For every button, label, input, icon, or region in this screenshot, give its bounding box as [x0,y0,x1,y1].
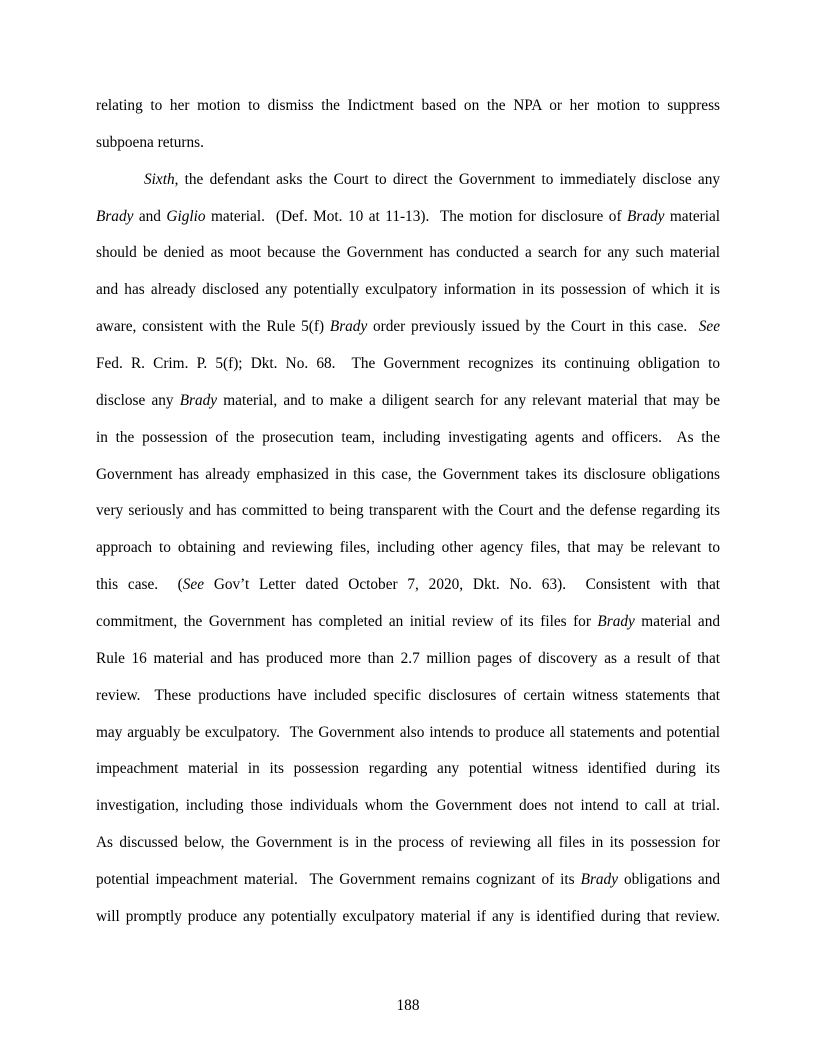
text-line [96,870,720,890]
text-line [96,465,720,485]
text-line [96,133,720,153]
text-line [96,759,720,779]
text-line [96,538,720,558]
italic-text: Brady [329,318,368,336]
text-run: this case. ( [96,576,183,593]
text-line [96,354,720,374]
text-line [96,612,720,632]
text-line [96,280,720,300]
text-line [96,317,720,337]
text-run: material [664,207,720,225]
text-line [96,723,720,743]
italic-text: See [182,576,205,593]
text-run: should be denied as moot because the Government has conducted a search for any such material [96,244,720,262]
text-run: Gov’t Letter dated October 7, 2020, Dkt. No. 63). Consistent with that [204,576,720,593]
text-line [96,391,720,411]
text-run: aware, consistent with the Rule 5(f) [96,318,330,336]
text-run: and [133,207,167,225]
italic-text: Sixth [144,170,175,188]
text-run: approach to obtaining and reviewing files, including other agency files, that may be relevant to [96,539,720,557]
text-line [96,243,720,263]
text-run: in the possession of the prosecution team, including investigating agents and officers. As the [96,428,720,446]
text-run: subpoena returns. [96,133,204,151]
text-run: review. These productions have included specific disclosures of certain witness statements that [96,686,720,704]
text-run: disclose any [96,391,180,409]
italic-text: See [698,318,720,336]
italic-text: Brady [580,870,618,888]
text-run: very seriously and has committed to being transparent with the Court and the defense regarding its [96,502,720,520]
italic-text: Brady [627,207,665,225]
text-line [96,796,720,816]
text-run: relating to her motion to dismiss the Indictment based on the NPA or her motion to suppress [96,97,720,114]
text-run: potential impeachment material. The Government remains cognizant of its [96,870,581,888]
text-run: As discussed below, the Government is in the process of reviewing all files in its possession for [96,834,720,851]
text-line [96,649,720,669]
text-run: Government has already emphasized in this case, the Government takes its disclosure obligations [96,465,720,483]
text-line [96,428,720,448]
text-run: and has already disclosed any potentially exculpatory information in its possession of which it is [96,281,720,299]
text-line [96,833,720,853]
italic-text: Brady [179,391,218,409]
text-run: material and [634,612,720,630]
italic-text: Brady [597,612,635,630]
text-line [96,575,720,595]
text-run: material, and to make a diligent search for any relevant material that may be [217,391,720,409]
text-line [96,96,720,116]
text-run: investigation, including those individuals whom the Government does not intend to call at trial. [96,797,720,815]
text-run: order previously issued by the Court in this case. [367,318,699,336]
text-run: will promptly produce any potentially exculpatory material if any is identified during that review. [96,907,720,925]
text-line [96,686,720,706]
text-run: obligations and [617,870,720,888]
text-run: material. (Def. Mot. 10 at 11-13). The motion for disclosure of [205,207,628,225]
text-run: may arguably be exculpatory. The Government also intends to produce all statements and potential [96,723,720,741]
text-line [96,907,720,927]
text-run: commitment, the Government has completed an initial review of its files for [96,612,598,630]
text-run: Fed. R. Crim. P. 5(f); Dkt. No. 68. The Government recognizes its continuing obligation to [96,354,720,372]
text-line [144,170,720,190]
italic-text: Giglio [166,207,206,225]
text-run: Rule 16 material and has produced more than 2.7 million pages of discovery as a result of that [96,649,720,667]
text-run: impeachment material in its possession regarding any potential witness identified during its [96,760,720,778]
text-run: , the defendant asks the Court to direct the Government to immediately disclose any [174,170,720,188]
text-line [96,207,720,227]
italic-text: Brady [96,207,134,225]
text-line [96,501,720,521]
page-number: 188 [396,997,420,1014]
